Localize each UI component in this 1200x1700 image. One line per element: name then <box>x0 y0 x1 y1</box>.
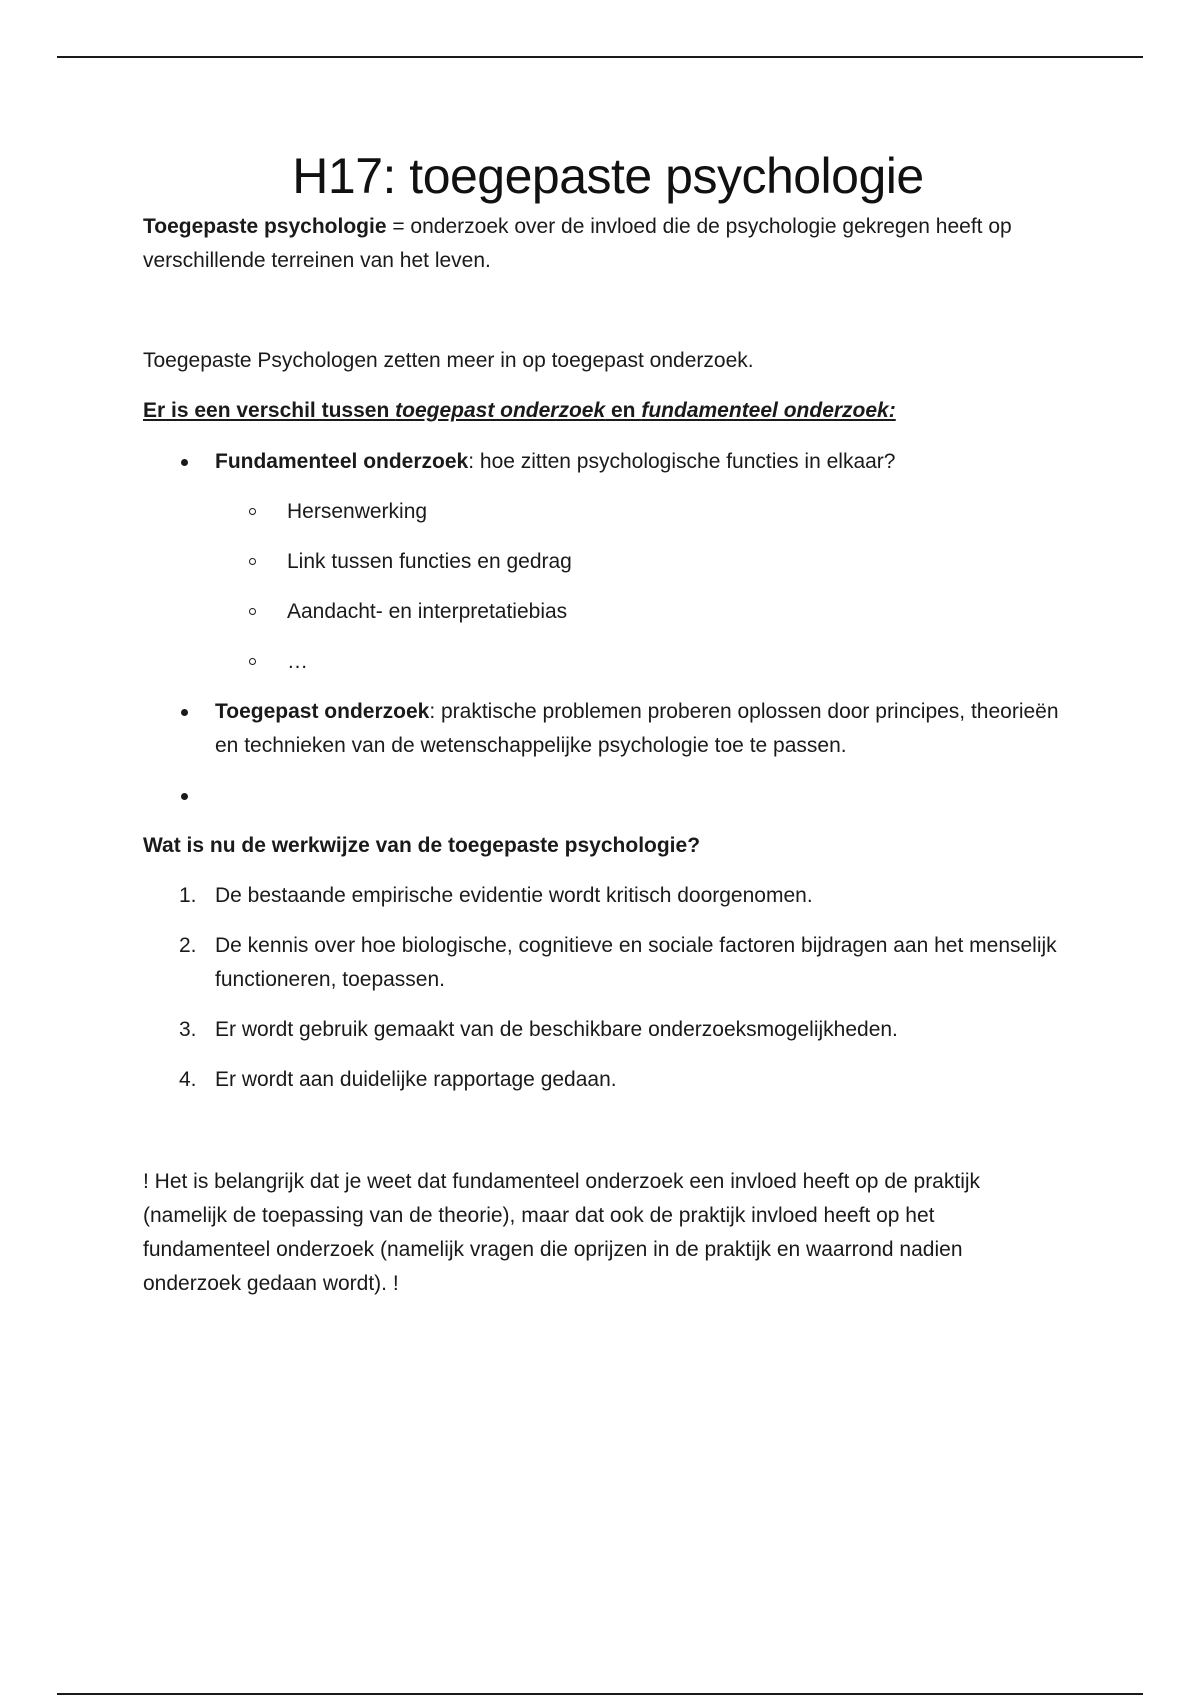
numbered-item <box>143 1063 1073 1097</box>
bullet-icon <box>181 709 188 716</box>
circle-bullet-icon <box>249 608 256 615</box>
bullet-icon <box>181 459 188 466</box>
sublist-item <box>215 595 1073 629</box>
numbered-item-text: De kennis over hoe biologische, cognitieve en sociale factoren bijdragen aan het menselijk functioneren, toepassen. <box>215 934 1057 991</box>
circle-bullet-icon <box>249 558 256 565</box>
heading-italic-2: fundamenteel onderzoek: <box>641 399 896 422</box>
item-number: 1. <box>179 884 197 907</box>
list-item-fundamental <box>143 445 1073 679</box>
method-question: Wat is nu de werkwijze van de toegepaste psychologie? <box>143 834 701 857</box>
sublist-item-text: … <box>287 650 308 673</box>
sublist-item <box>215 495 1073 529</box>
page-title: H17: toegepaste psychologie <box>292 148 924 204</box>
heading-italic-1: toegepast onderzoek <box>395 399 606 422</box>
important-note: ! Het is belangrijk dat je weet dat fundamenteel onderzoek een invloed heeft op de praktijk (namelijk de toepassing van de theorie), maar dat ook de praktijk invloed heeft op het fundamenteel onderzoek (namelijk vragen die oprijzen in de praktijk en waarrond nadien onderzoek gedaan wordt). ! <box>143 1170 981 1295</box>
difference-heading <box>143 394 1073 428</box>
heading-text-2: en <box>605 399 642 422</box>
sublist-item-text: Link tussen functies en gedrag <box>287 550 572 573</box>
numbered-item <box>143 879 1073 913</box>
numbered-item <box>143 1013 1073 1047</box>
document-body <box>143 146 1073 1301</box>
item-number: 4. <box>179 1068 197 1091</box>
numbered-item-text: De bestaande empirische evidentie wordt kritisch doorgenomen. <box>215 884 813 907</box>
circle-bullet-icon <box>249 508 256 515</box>
sublist-item <box>215 545 1073 579</box>
definition-term: Toegepaste psychologie <box>143 215 387 238</box>
examples-sublist <box>215 495 1073 679</box>
definition-paragraph <box>143 210 1073 278</box>
sublist-item <box>215 645 1073 679</box>
item-number: 3. <box>179 1018 197 1041</box>
top-divider <box>57 56 1143 58</box>
item-term: Fundamenteel onderzoek <box>215 450 469 473</box>
definition-text: = onderzoek over de invloed die de psychologie gekregen heeft op verschillende terreinen van het leven. <box>143 215 1012 272</box>
method-steps-list <box>143 879 1073 1097</box>
item-text: : praktische problemen proberen oplossen door principes, theorieën en technieken van de wetenschappelijke psychologie toe te passen. <box>215 700 1059 757</box>
sublist-item-text: Hersenwerking <box>287 500 428 523</box>
heading-text-1: Er is een verschil tussen <box>143 399 396 422</box>
item-number: 2. <box>179 934 197 957</box>
circle-bullet-icon <box>249 658 256 665</box>
research-types-list <box>143 445 1073 813</box>
bottom-divider <box>57 1693 1143 1695</box>
numbered-item-text: Er wordt gebruik gemaakt van de beschikbare onderzoeksmogelijkheden. <box>215 1018 898 1041</box>
sublist-item-text: Aandacht- en interpretatiebias <box>287 600 568 623</box>
intro-paragraph: Toegepaste Psychologen zetten meer in op toegepast onderzoek. <box>143 349 754 372</box>
numbered-item <box>143 929 1073 997</box>
item-term: Toegepast onderzoek <box>215 700 430 723</box>
numbered-item-text: Er wordt aan duidelijke rapportage gedaan. <box>215 1068 617 1091</box>
item-text: : hoe zitten psychologische functies in elkaar? <box>468 450 896 473</box>
list-item-empty <box>143 779 1073 813</box>
bullet-icon <box>181 793 188 800</box>
list-item-applied <box>143 695 1073 763</box>
